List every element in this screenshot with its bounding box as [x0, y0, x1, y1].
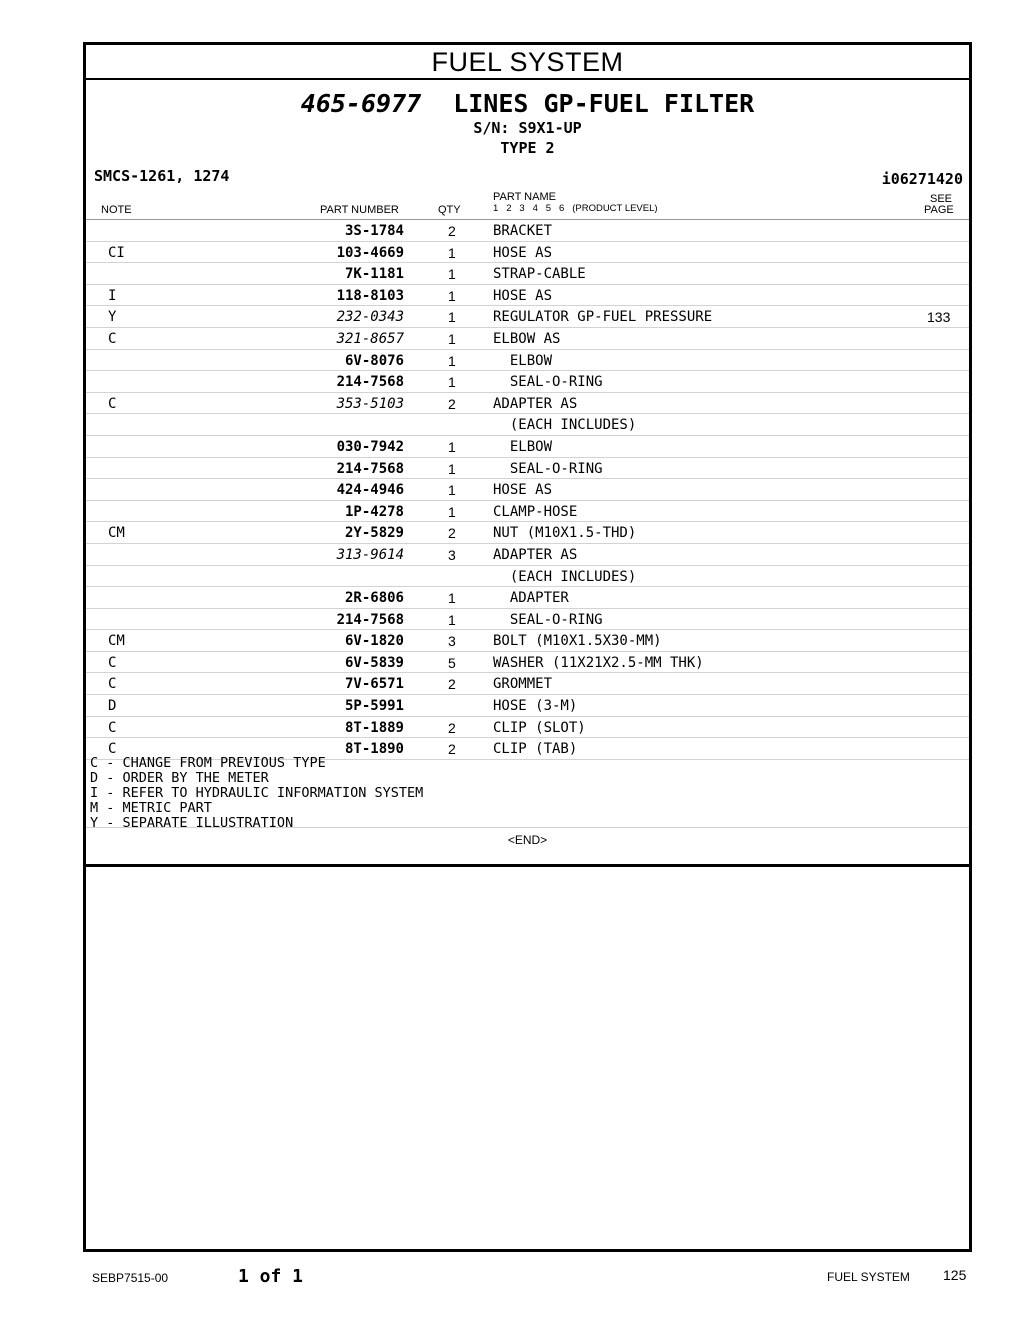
table-row: [86, 220, 969, 242]
parts-page-frame: [83, 42, 972, 1252]
part-name-cell: SEAL-O-RING: [493, 611, 603, 628]
qty-cell: 2: [448, 395, 456, 412]
footer-doc-id: SEBP7515-00: [92, 1271, 169, 1285]
qty-cell: 2: [448, 719, 456, 736]
part-name-cell: STRAP-CABLE: [493, 266, 586, 283]
part-name-cell: CLIP (TAB): [493, 741, 578, 758]
part-name-cell: ELBOW AS: [493, 330, 561, 347]
part-name-cell: (EACH INCLUDES): [493, 417, 637, 434]
part-name-cell: HOSE AS: [493, 287, 553, 304]
note-cell: CI: [108, 244, 125, 261]
note-cell: I: [108, 287, 117, 304]
part-name-cell: REGULATOR GP-FUEL PRESSURE: [493, 309, 713, 326]
qty-cell: 1: [448, 482, 456, 499]
part-number-cell[interactable]: 232-0343: [336, 309, 404, 326]
part-number-cell[interactable]: 353-5103: [336, 395, 404, 412]
table-row: [86, 285, 969, 307]
part-name-cell: CLAMP-HOSE: [493, 503, 578, 520]
part-name-cell: GROMMET: [493, 676, 553, 693]
table-row: [86, 652, 969, 674]
part-name-cell: ELBOW: [493, 352, 553, 369]
part-number-cell[interactable]: 6V-5839: [344, 654, 404, 671]
header-note: NOTE: [101, 204, 132, 216]
table-row: [86, 522, 969, 544]
part-name-cell: (EACH INCLUDES): [493, 568, 637, 585]
table-row: [86, 414, 969, 436]
qty-cell: 5: [448, 654, 456, 671]
part-name-cell: ADAPTER AS: [493, 546, 578, 563]
note-cell: C: [108, 395, 117, 412]
header-qty: QTY: [438, 204, 461, 216]
assembly-part-number: 465-6977: [300, 89, 422, 118]
end-divider: [86, 827, 969, 828]
part-number-cell[interactable]: 214-7568: [336, 460, 404, 477]
part-number-cell[interactable]: 5P-5991: [344, 698, 404, 715]
legend-item: I - REFER TO HYDRAULIC INFORMATION SYSTEM: [90, 785, 424, 801]
qty-cell: 1: [448, 438, 456, 455]
table-row: [86, 479, 969, 501]
note-cell: C: [108, 676, 117, 693]
see-page-cell: 133: [927, 309, 951, 326]
qty-cell: 1: [448, 590, 456, 607]
table-row: [86, 566, 969, 588]
note-cell: C: [108, 719, 117, 736]
part-number-cell[interactable]: 6V-1820: [344, 633, 404, 650]
qty-cell: 2: [448, 676, 456, 693]
note-cell: C: [108, 330, 117, 347]
illustration-area-divider: [86, 864, 969, 867]
part-name-cell: SEAL-O-RING: [493, 374, 603, 391]
part-name-cell: CLIP (SLOT): [493, 719, 586, 736]
qty-cell: 2: [448, 741, 456, 758]
footer-page-number: 125: [943, 1267, 967, 1283]
header-product-level: 1 2 3 4 5 6 (PRODUCT LEVEL): [493, 203, 658, 214]
part-name-cell: BRACKET: [493, 223, 553, 239]
part-number-cell[interactable]: 214-7568: [336, 374, 404, 391]
table-row: [86, 371, 969, 393]
qty-cell: 2: [448, 223, 456, 239]
table-row: [86, 695, 969, 717]
table-row: [86, 587, 969, 609]
qty-cell: 1: [448, 330, 456, 347]
qty-cell: 2: [448, 525, 456, 542]
part-name-cell: WASHER (11X21X2.5-MM THK): [493, 654, 704, 671]
end-marker: <END>: [507, 833, 548, 847]
table-row: [86, 242, 969, 264]
qty-cell: 1: [448, 309, 456, 326]
serial-number: S/N: S9X1-UP: [473, 119, 582, 137]
note-cell: D: [108, 698, 117, 715]
part-number-cell[interactable]: 2Y-5829: [344, 525, 404, 542]
legend-item: C - CHANGE FROM PREVIOUS TYPE: [90, 755, 326, 771]
header-part-name: PART NAME: [493, 191, 556, 203]
smcs-codes: SMCS-1261, 1274: [94, 167, 230, 185]
qty-cell: 1: [448, 611, 456, 628]
part-name-cell: ELBOW: [493, 438, 553, 455]
footer-page-of: 1 of 1: [238, 1266, 304, 1287]
table-row: [86, 544, 969, 566]
note-cell: C: [108, 654, 117, 671]
part-number-cell[interactable]: 7V-6571: [344, 676, 404, 693]
table-row: [86, 393, 969, 415]
note-cell: CM: [108, 633, 125, 650]
part-number-cell[interactable]: 313-9614: [336, 546, 404, 563]
note-cell: C: [108, 741, 117, 758]
table-row: [86, 328, 969, 350]
parts-list: [86, 220, 969, 760]
part-number-cell[interactable]: 6V-8076: [344, 352, 404, 369]
qty-cell: 3: [448, 633, 456, 650]
illustration-id: i06271420: [881, 170, 963, 188]
part-number-cell[interactable]: 8T-1890: [344, 741, 404, 758]
part-name-cell: ADAPTER: [493, 590, 569, 607]
qty-cell: 1: [448, 460, 456, 477]
qty-cell: 1: [448, 266, 456, 283]
part-number-cell[interactable]: 424-4946: [336, 482, 404, 499]
qty-cell: 1: [448, 244, 456, 261]
assembly-name: LINES GP-FUEL FILTER: [453, 89, 755, 118]
part-number-cell[interactable]: 8T-1889: [344, 719, 404, 736]
note-cell: Y: [108, 309, 117, 326]
table-row: [86, 609, 969, 631]
section-title: FUEL SYSTEM: [86, 45, 969, 80]
part-number-cell[interactable]: 214-7568: [336, 611, 404, 628]
qty-cell: 1: [448, 287, 456, 304]
part-number-cell[interactable]: 030-7942: [336, 438, 404, 455]
header-see: SEE: [930, 193, 953, 205]
part-number-cell[interactable]: 2R-6806: [344, 590, 404, 607]
legend-item: D - ORDER BY THE METER: [90, 770, 269, 786]
header-part-number: PART NUMBER: [320, 204, 399, 216]
table-row: [86, 458, 969, 480]
qty-cell: 1: [448, 503, 456, 520]
part-number-cell[interactable]: 118-8103: [336, 287, 404, 304]
part-name-cell: BOLT (M10X1.5X30-MM): [493, 633, 662, 650]
part-name-cell: NUT (M10X1.5-THD): [493, 525, 637, 542]
legend-item: M - METRIC PART: [90, 800, 212, 816]
legend-item: Y - SEPARATE ILLUSTRATION: [90, 815, 294, 831]
part-name-cell: HOSE AS: [493, 482, 553, 499]
note-cell: CM: [108, 525, 125, 542]
type-label: TYPE 2: [500, 139, 555, 157]
table-row: [86, 673, 969, 695]
part-number-cell[interactable]: 3S-1784: [344, 223, 404, 239]
table-row: [86, 630, 969, 652]
table-row: [86, 306, 969, 328]
part-name-cell: ADAPTER AS: [493, 395, 578, 412]
table-row: [86, 263, 969, 285]
table-row: [86, 717, 969, 739]
part-name-cell: SEAL-O-RING: [493, 460, 603, 477]
part-number-cell[interactable]: 1P-4278: [344, 503, 404, 520]
part-name-cell: HOSE (3-M): [493, 698, 578, 715]
table-row: [86, 436, 969, 458]
part-number-cell[interactable]: 321-8657: [336, 330, 404, 347]
header-page: PAGE: [924, 204, 954, 216]
part-name-cell: HOSE AS: [493, 244, 553, 261]
notes-legend: [90, 756, 423, 831]
footer-section: FUEL SYSTEM: [827, 1270, 910, 1284]
qty-cell: 1: [448, 352, 456, 369]
qty-cell: 3: [448, 546, 456, 563]
qty-cell: 1: [448, 374, 456, 391]
table-row: [86, 501, 969, 523]
table-row: [86, 350, 969, 372]
part-number-cell[interactable]: 103-4669: [336, 244, 404, 261]
part-number-cell[interactable]: 7K-1181: [344, 266, 404, 283]
assembly-heading: [86, 89, 969, 118]
